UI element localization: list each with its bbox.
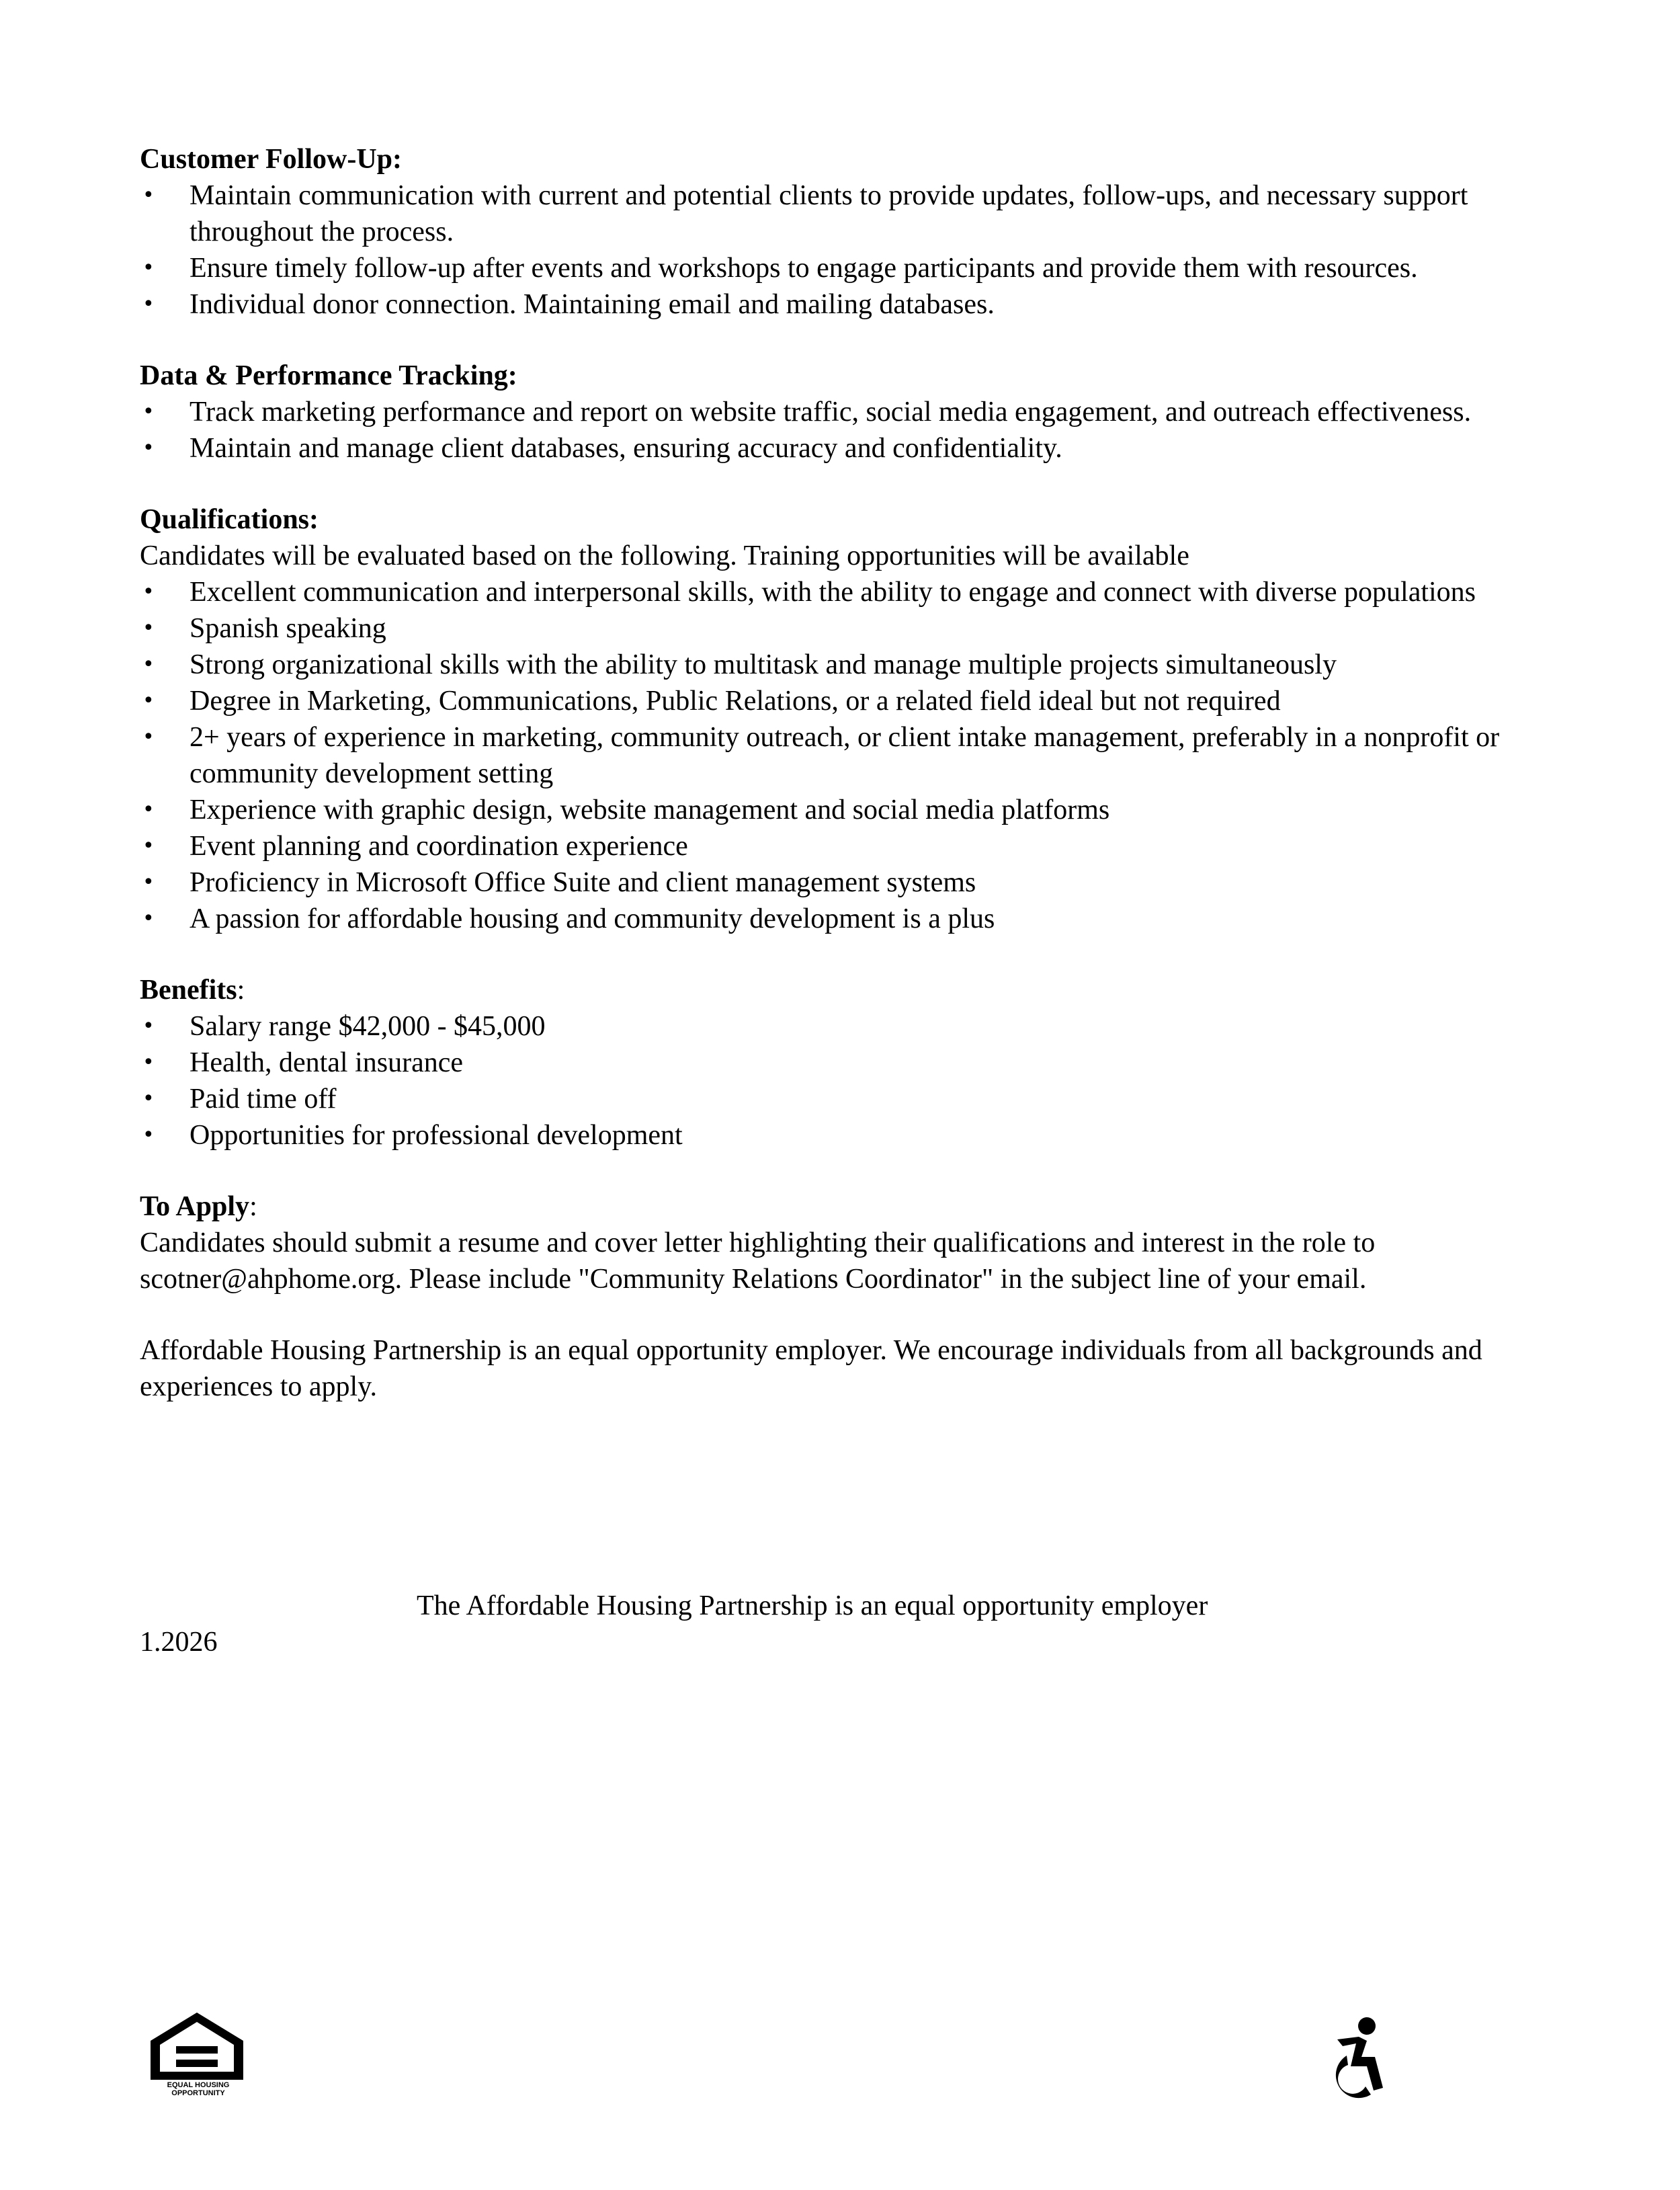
apply-text: Candidates should submit a resume and cover letter highlighting their qualifications and interest in the role to scotner@ahphome.org. Please include "Community Relations Coordinator" in the subject line of your email. — [140, 1227, 1376, 1295]
list-item: • Opportunities for professional development — [140, 1117, 1551, 1153]
eeo-statement: Affordable Housing Partnership is an equal opportunity employer. We encourage individuals from all backgrounds and experiences to apply. — [140, 1335, 1482, 1402]
list-item: • Experience with graphic design, website management and social media platforms — [140, 792, 1551, 828]
footer-date: 1.2026 — [140, 1627, 218, 1658]
section-benefits — [140, 972, 1551, 1153]
bullet-list — [140, 177, 1551, 323]
section-heading: To Apply: — [140, 1191, 257, 1222]
list-item: • A passion for affordable housing and community development is a plus — [140, 901, 1551, 937]
section-data-performance — [140, 358, 1551, 467]
section-customer-follow-up — [140, 141, 1551, 323]
bullet-icon: • — [142, 1087, 155, 1110]
bullet-icon: • — [142, 870, 155, 894]
bullet-list — [140, 574, 1551, 937]
list-item: • Track marketing performance and report on website traffic, social media engagement, and outreach effectiveness. — [140, 394, 1551, 430]
section-to-apply — [140, 1188, 1551, 1297]
bullet-icon: • — [142, 580, 155, 604]
list-item: • Degree in Marketing, Communications, Public Relations, or a related field ideal but not required — [140, 683, 1551, 719]
list-item: • Health, dental insurance — [140, 1045, 1551, 1081]
list-item: • Event planning and coordination experience — [140, 828, 1551, 864]
bullet-icon: • — [142, 184, 155, 207]
list-item: • Spanish speaking — [140, 610, 1551, 647]
list-item: • Maintain and manage client databases, ensuring accuracy and confidentiality. — [140, 430, 1551, 467]
bullet-icon: • — [142, 616, 155, 640]
list-item: • Maintain communication with current and potential clients to provide updates, follow-ups, and necessary support throughout the process. — [140, 177, 1551, 250]
section-heading: Data & Performance Tracking: — [140, 360, 517, 391]
bullet-list — [140, 394, 1551, 467]
bullet-icon: • — [142, 400, 155, 423]
list-item: • Proficiency in Microsoft Office Suite and client management systems — [140, 864, 1551, 901]
bullet-icon: • — [142, 689, 155, 713]
section-heading: Benefits: — [140, 975, 245, 1006]
bullet-icon: • — [142, 1051, 155, 1074]
section-heading: Qualifications: — [140, 504, 319, 535]
section-intro: Candidates will be evaluated based on the following. Training opportunities will be available — [140, 540, 1189, 571]
bullet-list — [140, 1008, 1551, 1153]
list-item: • Paid time off — [140, 1081, 1551, 1117]
list-item: • Individual donor connection. Maintaining email and mailing databases. — [140, 286, 1551, 323]
bullet-icon: • — [142, 653, 155, 676]
bullet-icon: • — [142, 725, 155, 749]
bullet-icon: • — [142, 436, 155, 460]
section-qualifications — [140, 501, 1551, 937]
bullet-icon: • — [142, 1014, 155, 1038]
list-item: • Salary range $42,000 - $45,000 — [140, 1008, 1551, 1045]
bullet-icon: • — [142, 907, 155, 930]
bullet-icon: • — [142, 292, 155, 316]
bullet-icon: • — [142, 798, 155, 821]
equal-housing-text: EQUAL HOUSING OPPORTUNITY — [167, 2081, 230, 2097]
accessibility-icon — [1317, 2017, 1391, 2108]
section-heading: Customer Follow-Up: — [140, 144, 403, 175]
bullet-icon: • — [142, 256, 155, 280]
footer-statement: The Affordable Housing Partnership is an equal opportunity employer — [417, 1590, 1208, 1621]
bullet-icon: • — [142, 834, 155, 858]
section-eeo — [140, 1332, 1551, 1405]
list-item: • Ensure timely follow-up after events and workshops to engage participants and provide them with resources. — [140, 250, 1551, 286]
list-item: • Excellent communication and interpersonal skills, with the ability to engage and connect with diverse populations — [140, 574, 1551, 610]
document-page — [140, 141, 1551, 1405]
list-item: • Strong organizational skills with the ability to multitask and manage multiple projects simultaneously — [140, 647, 1551, 683]
bullet-icon: • — [142, 1123, 155, 1147]
list-item: • 2+ years of experience in marketing, community outreach, or client intake management, preferably in a nonprofit or community development setting — [140, 719, 1551, 792]
